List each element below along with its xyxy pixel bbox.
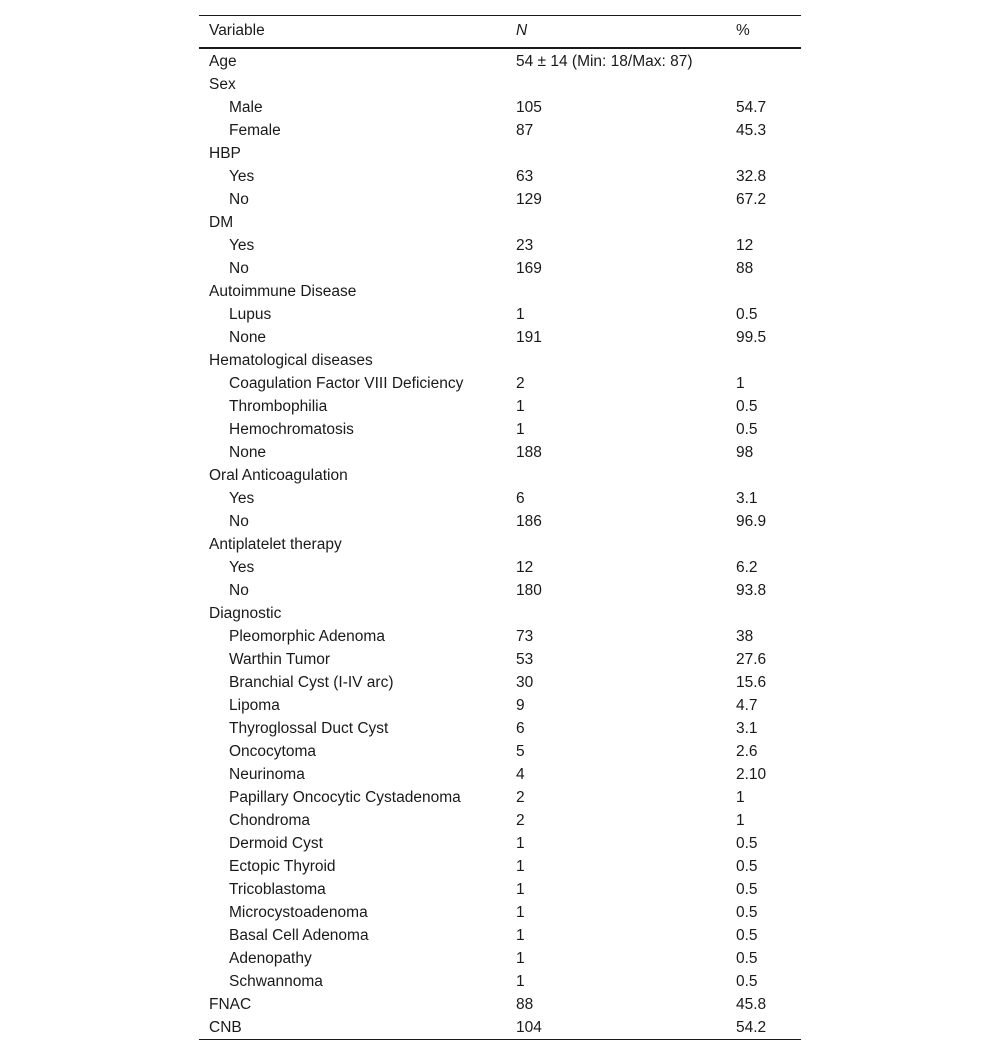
row-label: Yes [229,236,255,254]
row-n-value: 6 [516,719,525,737]
table-row [199,970,801,993]
row-n-value [506,349,726,372]
row-percent-value: 4.7 [736,696,758,714]
table-row [199,579,801,602]
table-row [199,717,801,740]
table-row [199,165,801,188]
table-row [199,878,801,901]
table-row [199,855,801,878]
table-body [199,48,801,1040]
row-percent-value: 6.2 [736,558,758,576]
table-row [199,48,801,73]
row-percent-value: 1 [736,788,745,806]
table-row [199,211,801,234]
row-n-value: 30 [516,673,534,691]
row-n-value: 169 [516,259,542,277]
table-row [199,441,801,464]
row-label: Thyroglossal Duct Cyst [229,719,389,737]
row-label: Neurinoma [229,765,305,783]
row-label: Microcystoadenoma [229,903,368,921]
row-label: Oral Anticoagulation [209,466,348,484]
row-label: Thrombophilia [229,397,328,415]
row-percent-value: 0.5 [736,397,758,415]
row-percent-value: 67.2 [736,190,767,208]
demographics-table [199,15,801,1040]
table-row [199,809,801,832]
row-label: Sex [209,75,236,93]
table-row [199,464,801,487]
row-percent-value: 45.8 [736,995,767,1013]
table-row [199,671,801,694]
row-label: No [229,512,249,530]
row-percent-value: 0.5 [736,926,758,944]
row-label: No [229,259,249,277]
table-row [199,832,801,855]
row-label: No [229,581,249,599]
table-row [199,993,801,1016]
row-n-value: 5 [516,742,525,760]
row-label: Lipoma [229,696,280,714]
row-label: CNB [209,1018,242,1036]
row-label: No [229,190,249,208]
row-percent-value: 3.1 [736,719,758,737]
row-percent-value [726,280,801,303]
row-n-value: 23 [516,236,534,254]
row-label: None [229,443,267,461]
row-n-value [506,464,726,487]
row-percent-value: 96.9 [736,512,767,530]
table-header [199,16,801,48]
header-n: N [516,22,528,40]
row-n-value: 129 [516,190,542,208]
row-n-value: 9 [516,696,525,714]
row-n-value: 2 [516,374,525,392]
row-n-value: 1 [516,834,525,852]
table-row [199,533,801,556]
row-percent-value [726,533,801,556]
row-n-value: 1 [516,857,525,875]
table-row [199,786,801,809]
row-n-value: 63 [516,167,534,185]
row-label: Oncocytoma [229,742,317,760]
row-label: Warthin Tumor [229,650,331,668]
row-label: HBP [209,144,241,162]
row-percent-value: 0.5 [736,972,758,990]
table-row [199,257,801,280]
table-row [199,694,801,717]
row-n-value: 12 [516,558,534,576]
row-percent-value: 0.5 [736,420,758,438]
row-n-value: 2 [516,811,525,829]
row-label: Diagnostic [209,604,282,622]
row-label: Lupus [229,305,272,323]
table-row [199,510,801,533]
table-row [199,188,801,211]
row-percent-value: 1 [736,374,745,392]
row-label: Coagulation Factor VIII Deficiency [229,374,464,392]
row-label: Antiplatelet therapy [209,535,342,553]
row-percent-value [726,211,801,234]
table-row [199,395,801,418]
row-percent-value: 0.5 [736,834,758,852]
table-row [199,1016,801,1040]
row-percent-value: 98 [736,443,754,461]
row-percent-value: 3.1 [736,489,758,507]
row-n-value: 1 [516,926,525,944]
row-n-value [506,211,726,234]
row-n-value [506,142,726,165]
row-label: Branchial Cyst (I-IV arc) [229,673,394,691]
row-n-value: 1 [516,903,525,921]
row-n-value: 105 [516,98,542,116]
row-percent-value [726,349,801,372]
table-row [199,372,801,395]
table-row [199,947,801,970]
table-row [199,234,801,257]
row-n-value: 1 [516,305,525,323]
table-row [199,96,801,119]
row-percent-value: 45.3 [736,121,767,139]
row-label: FNAC [209,995,252,1013]
row-n-value: 1 [516,397,525,415]
row-percent-value: 15.6 [736,673,767,691]
row-percent-value: 2.6 [736,742,758,760]
table-row [199,418,801,441]
row-n-value: 186 [516,512,542,530]
row-n-value: 191 [516,328,542,346]
header-row [199,16,801,48]
table-row [199,349,801,372]
row-n-value [506,73,726,96]
row-label: Male [229,98,263,116]
table-row [199,142,801,165]
row-n-value: 2 [516,788,525,806]
row-label: Schwannoma [229,972,323,990]
row-label: Papillary Oncocytic Cystadenoma [229,788,461,806]
row-n-value: 1 [516,949,525,967]
row-n-value: 53 [516,650,534,668]
row-label: Age [209,52,237,70]
row-percent-value: 38 [736,627,754,645]
row-percent-value: 12 [736,236,754,254]
row-label: Tricoblastoma [229,880,326,898]
row-percent-value: 54.7 [736,98,767,116]
header-variable: Variable [209,22,265,40]
row-n-value [506,602,726,625]
row-percent-value: 32.8 [736,167,767,185]
row-n-value: 88 [516,995,534,1013]
table-row [199,740,801,763]
row-percent-value [726,48,801,73]
row-n-value: 1 [516,972,525,990]
row-n-value: 180 [516,581,542,599]
row-label: None [229,328,267,346]
row-percent-value: 54.2 [736,1018,767,1036]
row-label: Hemochromatosis [229,420,354,438]
table-row [199,119,801,142]
row-percent-value [726,602,801,625]
row-label: Chondroma [229,811,310,829]
table-row [199,280,801,303]
row-label: Female [229,121,281,139]
row-percent-value [726,73,801,96]
row-n-value: 87 [516,121,534,139]
row-n-value: 188 [516,443,542,461]
row-percent-value [726,464,801,487]
row-label: Ectopic Thyroid [229,857,336,875]
row-percent-value [726,142,801,165]
row-n-value: 1 [516,880,525,898]
row-n-value: 54 ± 14 (Min: 18/Max: 87) [516,52,693,70]
row-percent-value: 2.10 [736,765,767,783]
row-label: Autoimmune Disease [209,282,357,300]
row-percent-value: 0.5 [736,880,758,898]
row-label: Hematological diseases [209,351,373,369]
row-n-value: 73 [516,627,534,645]
row-percent-value: 0.5 [736,903,758,921]
row-percent-value: 0.5 [736,949,758,967]
table-row [199,648,801,671]
row-n-value: 4 [516,765,525,783]
table-row [199,763,801,786]
table-row [199,602,801,625]
table-row [199,73,801,96]
row-n-value: 1 [516,420,525,438]
row-percent-value: 99.5 [736,328,767,346]
row-label: Adenopathy [229,949,312,967]
row-percent-value: 93.8 [736,581,767,599]
row-label: Yes [229,167,255,185]
row-label: DM [209,213,234,231]
row-label: Pleomorphic Adenoma [229,627,385,645]
table-row [199,625,801,648]
row-percent-value: 0.5 [736,857,758,875]
row-percent-value: 27.6 [736,650,767,668]
row-label: Yes [229,558,255,576]
table-row [199,487,801,510]
row-percent-value: 0.5 [736,305,758,323]
row-label: Dermoid Cyst [229,834,323,852]
row-n-value [506,533,726,556]
header-percent: % [736,22,750,40]
row-label: Yes [229,489,255,507]
table-row [199,924,801,947]
row-percent-value: 1 [736,811,745,829]
row-percent-value: 88 [736,259,754,277]
table-row [199,303,801,326]
table-row [199,326,801,349]
row-label: Basal Cell Adenoma [229,926,369,944]
table-row [199,901,801,924]
row-n-value [506,280,726,303]
row-n-value: 104 [516,1018,542,1036]
table-row [199,556,801,579]
row-n-value: 6 [516,489,525,507]
